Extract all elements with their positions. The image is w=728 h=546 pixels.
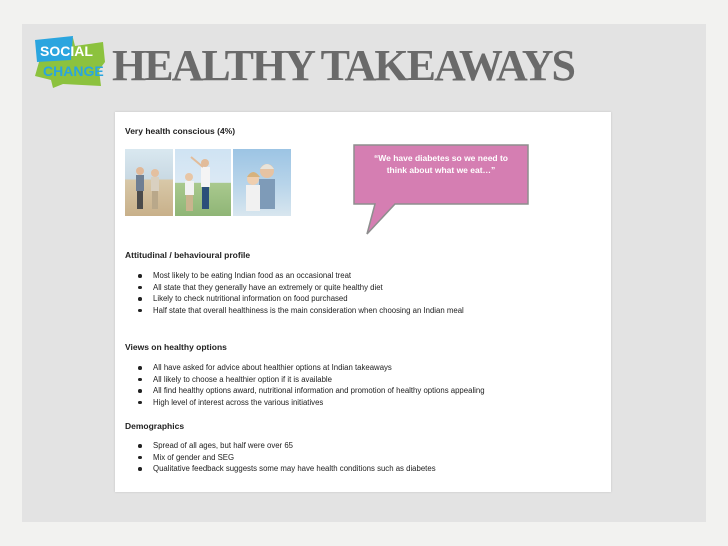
list-item: High level of interest across the various initiatives	[125, 397, 485, 409]
list-item: Qualitative feedback suggests some may have health conditions such as diabetes	[125, 463, 436, 475]
list-item: Half state that overall healthiness is the main consideration when choosing an Indian meal	[125, 305, 464, 317]
section-heading-views: Views on healthy options	[125, 342, 227, 352]
section-heading-demographics: Demographics	[125, 421, 185, 431]
list-item: All state that they generally have an extremely or quite healthy diet	[125, 282, 464, 294]
profile-list	[125, 270, 464, 316]
views-list	[125, 362, 485, 408]
photo-couple-stretching	[175, 149, 231, 216]
section-heading-profile: Attitudinal / behavioural profile	[125, 250, 251, 260]
list-item: All find healthy options award, nutritional information and promotion of healthy options appealing	[125, 385, 485, 397]
social-change-logo	[33, 36, 105, 88]
content-panel	[115, 112, 611, 492]
list-item: Likely to check nutritional information on food purchased	[125, 293, 464, 305]
photo-couple-walking	[125, 149, 173, 216]
slide-title: HEALTHY TAKEAWAYS	[112, 41, 575, 90]
logo-line2: CHANGE	[43, 63, 104, 79]
logo-line1: SOCIAL	[40, 43, 93, 59]
list-item: All have asked for advice about healthier options at Indian takeaways	[125, 362, 485, 374]
photo-strip	[125, 149, 291, 216]
demographics-list	[125, 440, 436, 475]
list-item: All likely to choose a healthier option if it is available	[125, 374, 485, 386]
photo-smiling-couple	[233, 149, 291, 216]
segment-heading: Very health conscious (4%)	[125, 126, 236, 136]
list-item: Spread of all ages, but half were over 65	[125, 440, 436, 452]
list-item: Mix of gender and SEG	[125, 452, 436, 464]
list-item: Most likely to be eating Indian food as an occasional treat	[125, 270, 464, 282]
quote-text: “We have diabetes so we need to think about what we eat…”	[374, 153, 508, 175]
